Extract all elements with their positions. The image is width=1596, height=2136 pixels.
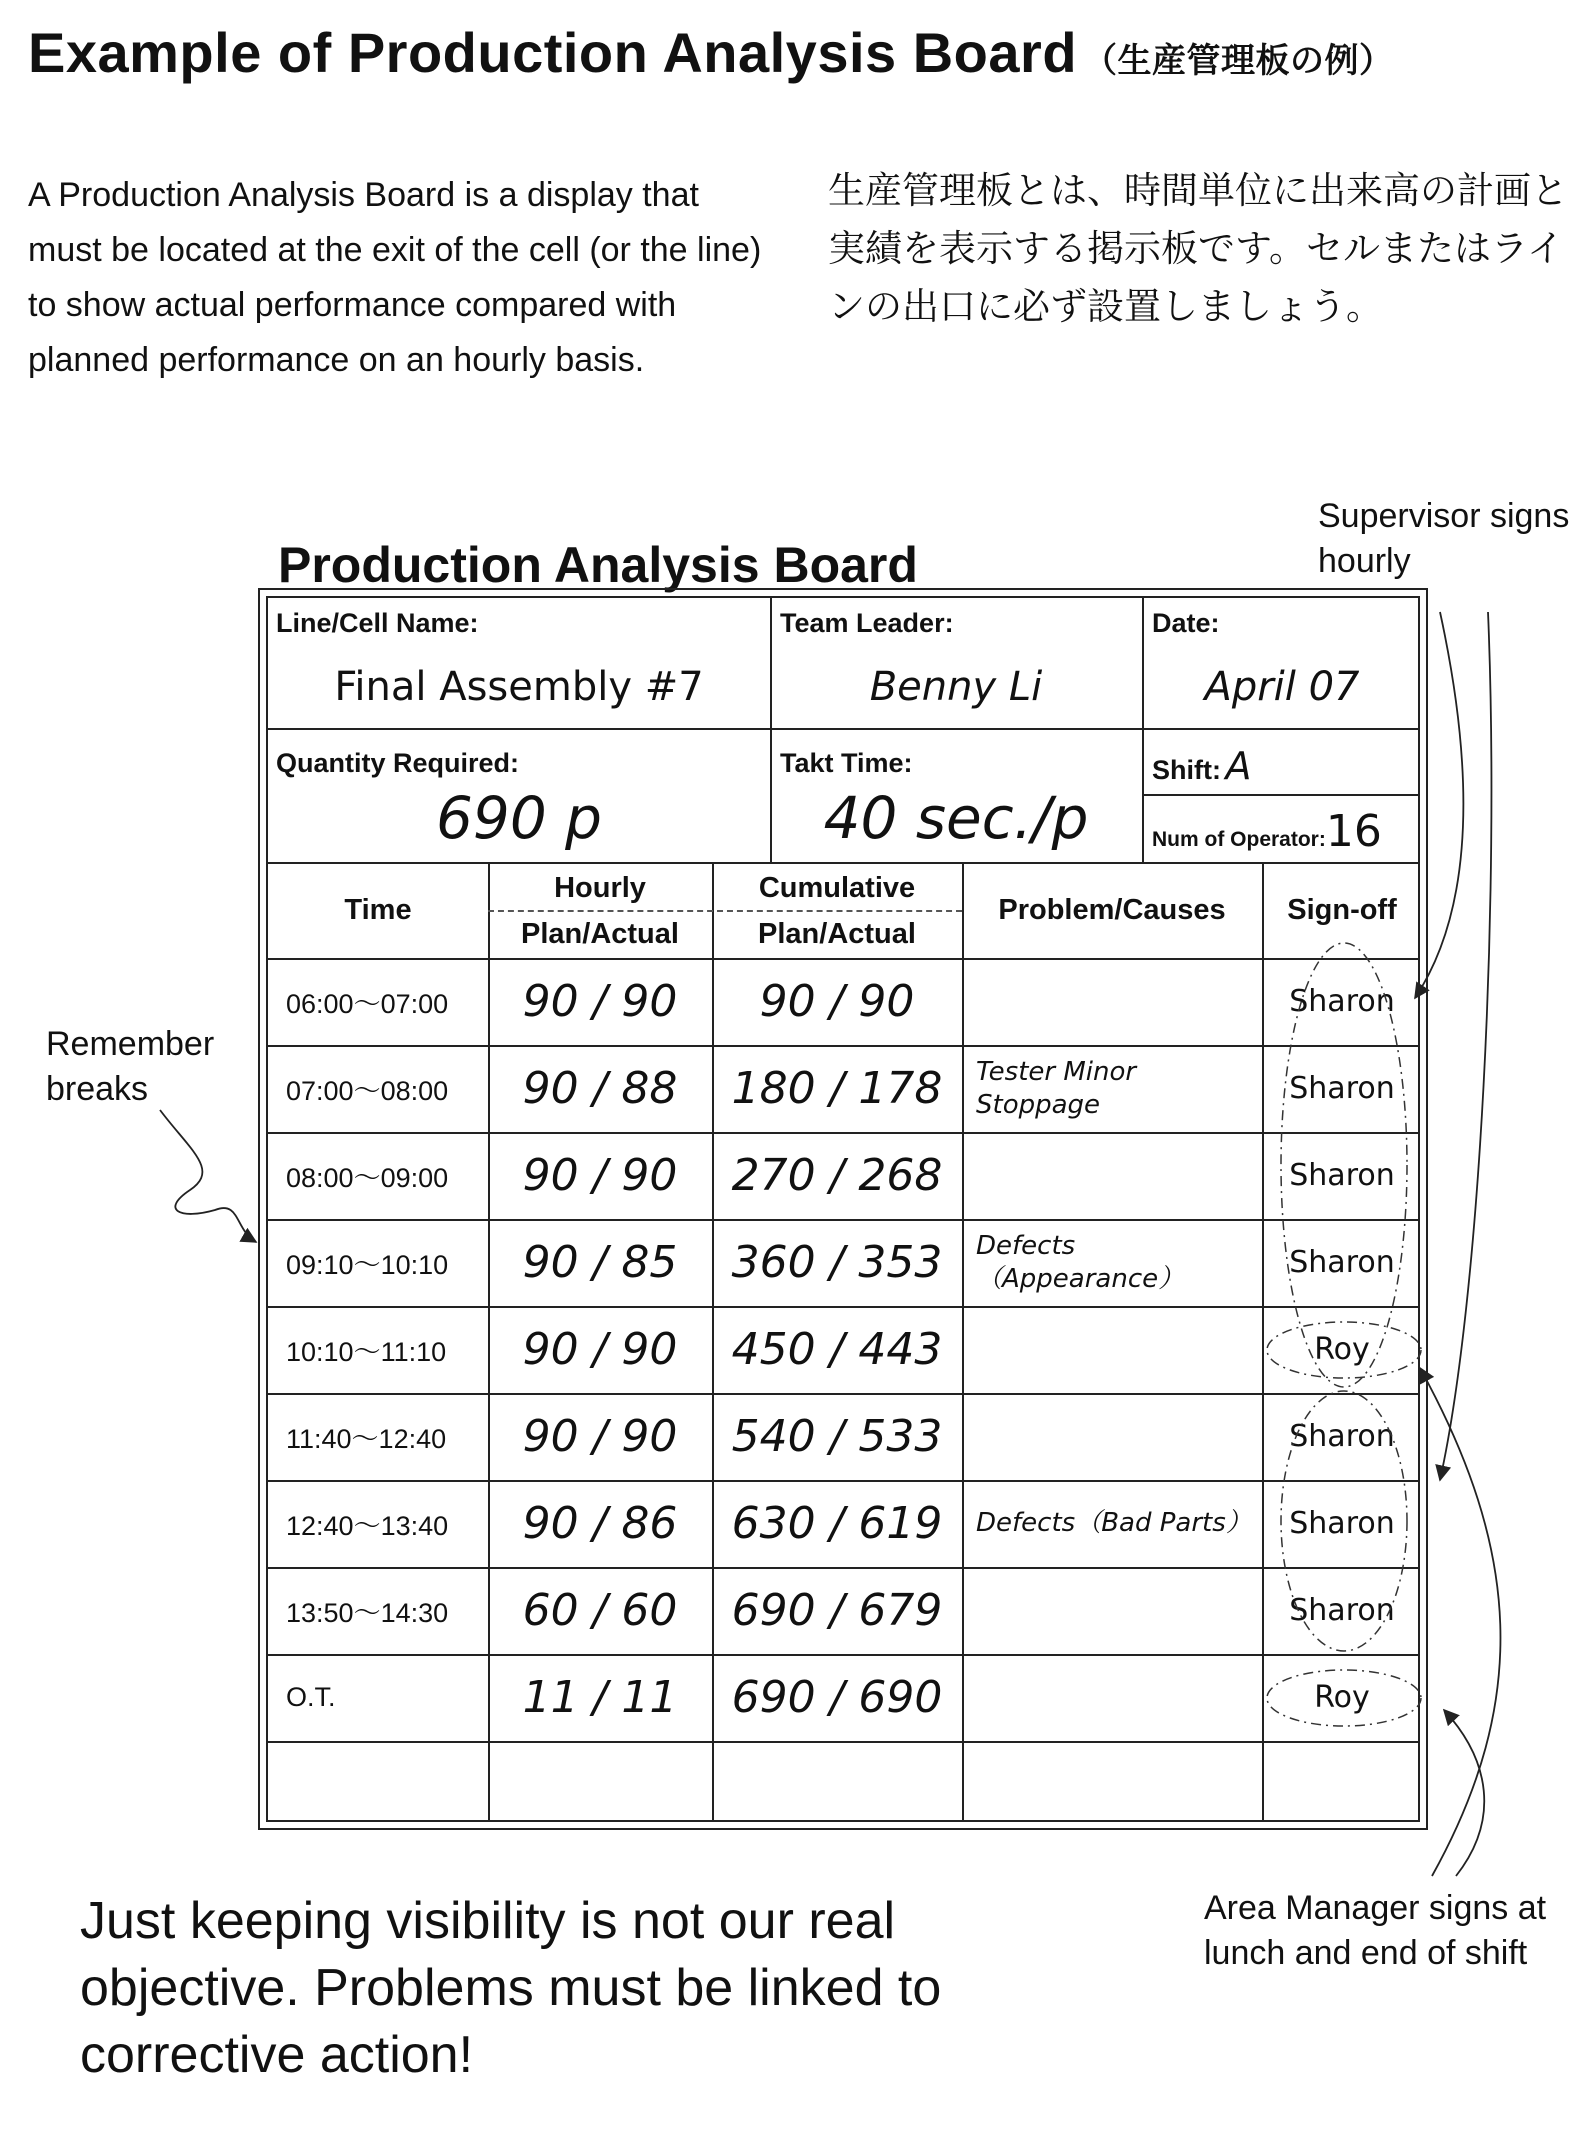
row-time: 11:40～12:40: [286, 1424, 447, 1454]
row-problem: [976, 1132, 1262, 1219]
team-leader-value: Benny Li: [869, 664, 1043, 710]
line-cell-value: Final Assembly #7: [334, 664, 704, 710]
row-signoff: Sharon: [1289, 1071, 1395, 1106]
row-cumulative: 690 / 679: [731, 1585, 943, 1636]
line-cell-label: Line/Cell Name:: [276, 608, 479, 638]
date-value: April 07: [1204, 664, 1360, 710]
row-signoff: Sharon: [1289, 1245, 1395, 1280]
row-problem: Tester Minor Stoppage: [976, 1056, 1137, 1120]
team-leader-label: Team Leader:: [780, 608, 954, 638]
row-cumulative: 690 / 690: [731, 1672, 943, 1723]
row-signoff: Sharon: [1289, 1593, 1395, 1628]
row-signoff: Roy: [1314, 1332, 1370, 1367]
row-signoff: Sharon: [1289, 1158, 1395, 1193]
row-cumulative: 450 / 443: [731, 1324, 943, 1375]
row-problem: [976, 1306, 1262, 1393]
breaks-note: Remember breaks: [46, 1025, 215, 1108]
row-cumulative: 540 / 533: [731, 1411, 943, 1462]
row-time: 09:10～10:10: [286, 1250, 449, 1280]
header-problem: Problem/Causes: [998, 894, 1226, 926]
row-time: 06:00～07:00: [286, 989, 449, 1019]
area-manager-arrow-1: [1420, 1368, 1500, 1876]
row-time: 13:50～14:30: [286, 1598, 449, 1628]
board-grid: [266, 596, 1420, 1822]
operators-field: [1152, 806, 1382, 857]
row-signoff: Roy: [1314, 1680, 1370, 1715]
row-cumulative: 630 / 619: [731, 1498, 943, 1549]
row-time: 07:00～08:00: [286, 1076, 449, 1106]
takt-label: Takt Time:: [780, 748, 913, 778]
intro-japanese: 生産管理板とは、時間単位に出来高の計画と実績を表示する掲示板です。セルまたはラインの出口に必ず設置しましょう。: [828, 169, 1568, 328]
row-problem: [976, 1567, 1262, 1654]
row-hourly: 11 / 11: [522, 1672, 678, 1723]
header-cumulative-sub: Plan/Actual: [758, 918, 916, 950]
shift-label: Shift:: [1152, 755, 1221, 785]
production-board: [258, 588, 1428, 1830]
board-title: Production Analysis Board: [278, 537, 918, 593]
row-problem: Defects（Bad Parts）: [976, 1508, 1252, 1538]
row-hourly: 90 / 90: [522, 1324, 678, 1375]
bottom-message: Just keeping visibility is not our real objective. Problems must be linked to corrective action!: [80, 1892, 942, 2084]
row-hourly: 90 / 86: [522, 1498, 678, 1549]
operators-value: 16: [1325, 806, 1382, 857]
breaks-arrow: [160, 1110, 256, 1242]
row-cumulative: 180 / 178: [731, 1063, 943, 1114]
page-title-jp: （生産管理板の例）: [1083, 42, 1394, 80]
header-signoff: Sign-off: [1287, 894, 1397, 926]
row-signoff: [1262, 1741, 1422, 1828]
row-time: 08:00～09:00: [286, 1163, 449, 1193]
row-time: O.T.: [286, 1682, 336, 1712]
row-hourly: 90 / 90: [522, 976, 678, 1027]
row-hourly: [488, 1741, 712, 1828]
supervisor-note: Supervisor signs hourly: [1318, 497, 1570, 580]
row-problem: [976, 1393, 1262, 1480]
row-hourly: 90 / 90: [522, 1411, 678, 1462]
date-label: Date:: [1152, 608, 1220, 638]
row-problem: Defects （Appearance）: [976, 1230, 1185, 1294]
row-hourly: 90 / 88: [522, 1063, 678, 1114]
row-time: 10:10～11:10: [286, 1337, 447, 1367]
row-time: 12:40～13:40: [286, 1511, 449, 1541]
row-signoff: Sharon: [1289, 984, 1395, 1019]
area-manager-arrow-2: [1444, 1710, 1484, 1876]
intro-english: A Production Analysis Board is a display that must be located at the exit of the cell (or the line) to show actual performance compared with planned performance on an hourly basis.: [28, 176, 762, 379]
operators-label: Num of Operator:: [1152, 828, 1326, 851]
quantity-value: 690 p: [436, 784, 602, 852]
header-time: Time: [344, 894, 412, 926]
row-cumulative: 270 / 268: [731, 1150, 943, 1201]
row-signoff: Sharon: [1289, 1506, 1395, 1541]
area-manager-note: Area Manager signs at lunch and end of shift: [1204, 1889, 1547, 1972]
row-problem: [976, 958, 1262, 1045]
takt-value: 40 sec./p: [823, 784, 1089, 852]
row-hourly: 90 / 90: [522, 1150, 678, 1201]
page-title: [28, 20, 1394, 85]
row-signoff: Sharon: [1289, 1419, 1395, 1454]
row-cumulative: 360 / 353: [731, 1237, 943, 1288]
shift-value: A: [1225, 744, 1252, 788]
row-cumulative: [712, 1741, 962, 1828]
quantity-label: Quantity Required:: [276, 748, 520, 778]
row-problem: [976, 1654, 1262, 1741]
header-hourly: Hourly: [554, 872, 646, 904]
header-cumulative: Cumulative: [758, 872, 916, 904]
row-cumulative: 90 / 90: [759, 976, 915, 1027]
shift-field: [1152, 744, 1251, 788]
row-hourly: 60 / 60: [522, 1585, 678, 1636]
supervisor-arrow-2: [1440, 612, 1491, 1480]
row-time: [286, 1741, 488, 1828]
page-title-text: Example of Production Analysis Board: [28, 21, 1078, 84]
row-problem: [976, 1741, 1262, 1828]
header-hourly-sub: Plan/Actual: [521, 918, 679, 950]
row-hourly: 90 / 85: [522, 1237, 678, 1288]
